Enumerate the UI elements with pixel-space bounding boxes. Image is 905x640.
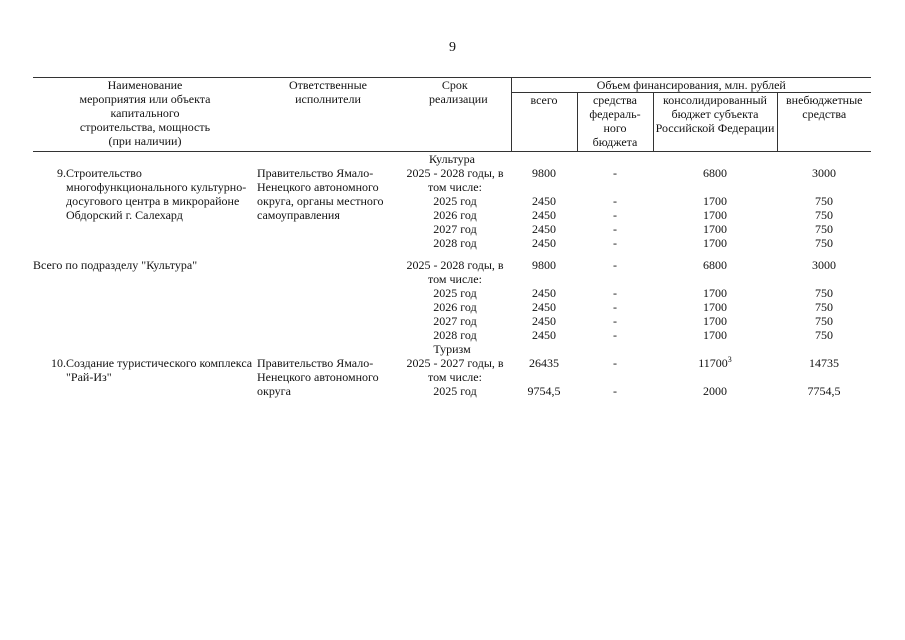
extrabudget-value: 750 bbox=[815, 300, 833, 314]
term-cell: 2025 год bbox=[433, 286, 477, 300]
regional-value: 1700 bbox=[703, 314, 727, 328]
total-value: 2450 bbox=[532, 328, 556, 342]
extrabudget-value: 3000 bbox=[812, 258, 836, 272]
regional-value: 6800 bbox=[703, 258, 727, 272]
header-name-col: Наименование мероприятия или объекта капитального строительства, мощность (при наличии) bbox=[33, 78, 257, 152]
regional-value: 1700 bbox=[703, 286, 727, 300]
federal-value: - bbox=[613, 384, 617, 398]
term-cell: 2025 - 2028 годы, в том числе: bbox=[406, 166, 504, 194]
item-name: Строительство многофункционального культурно-досугового центра в микрорайоне Обдорский г. Салехард bbox=[66, 166, 247, 222]
regional-value: 6800 bbox=[703, 166, 727, 180]
total-value: 2450 bbox=[532, 236, 556, 250]
total-value: 9754,5 bbox=[527, 384, 561, 398]
federal-value: - bbox=[613, 222, 617, 236]
extrabudget-value: 750 bbox=[815, 314, 833, 328]
header-regional-col: консолидированный бюджет субъекта Российской Федерации bbox=[653, 93, 777, 152]
total-value: 2450 bbox=[532, 222, 556, 236]
federal-value: - bbox=[613, 208, 617, 222]
extrabudget-value: 7754,5 bbox=[807, 384, 841, 398]
summary-label: Всего по подразделу "Культура" bbox=[33, 258, 198, 272]
extrabudget-value: 750 bbox=[815, 236, 833, 250]
term-cell: 2025 - 2027 годы, в том числе: bbox=[406, 356, 504, 384]
extrabudget-value: 750 bbox=[815, 286, 833, 300]
total-value: 2450 bbox=[532, 300, 556, 314]
total-value: 2450 bbox=[532, 314, 556, 328]
extrabudget-value: 3000 bbox=[812, 166, 836, 180]
regional-value: 1700 bbox=[703, 236, 727, 250]
federal-value: - bbox=[613, 356, 617, 370]
federal-value: - bbox=[613, 286, 617, 300]
regional-value: 1700 bbox=[703, 208, 727, 222]
extrabudget-value: 750 bbox=[815, 222, 833, 236]
table-row bbox=[33, 166, 871, 194]
header-responsible-col: Ответственные исполнители bbox=[257, 78, 399, 152]
federal-value: - bbox=[613, 236, 617, 250]
total-value: 2450 bbox=[532, 194, 556, 208]
header-financing-title: Объем финансирования, млн. рублей bbox=[511, 78, 871, 93]
term-cell: 2026 год bbox=[433, 208, 477, 222]
section-heading-row bbox=[33, 152, 871, 167]
footnote-marker: 3 bbox=[727, 355, 732, 364]
extrabudget-value: 750 bbox=[815, 208, 833, 222]
item-responsible: Правительство Ямало-Ненецкого автономного округа bbox=[257, 356, 379, 398]
header-total-col: всего bbox=[511, 93, 577, 152]
financing-table bbox=[33, 77, 871, 398]
federal-value: - bbox=[613, 258, 617, 272]
federal-value: - bbox=[613, 314, 617, 328]
term-cell: 2028 год bbox=[433, 328, 477, 342]
federal-value: - bbox=[613, 166, 617, 180]
term-cell: 2026 год bbox=[433, 300, 477, 314]
item-number: 10. bbox=[51, 356, 66, 370]
regional-value: 2000 bbox=[703, 384, 727, 398]
regional-value: 1700 bbox=[703, 194, 727, 208]
total-value: 2450 bbox=[532, 286, 556, 300]
item-number: 9. bbox=[57, 166, 66, 180]
table-body bbox=[33, 152, 871, 399]
term-cell: 2025 год bbox=[433, 194, 477, 208]
regional-value: 1700 bbox=[703, 300, 727, 314]
total-value: 9800 bbox=[532, 258, 556, 272]
header-term-col: Срок реализации bbox=[399, 78, 511, 152]
total-value: 2450 bbox=[532, 208, 556, 222]
summary-row bbox=[33, 258, 871, 286]
section-title: Культура bbox=[429, 152, 475, 166]
spacer-row bbox=[33, 250, 871, 258]
term-cell: 2028 год bbox=[433, 236, 477, 250]
term-cell: 2025 год bbox=[433, 384, 477, 398]
section-heading-row bbox=[33, 342, 871, 356]
extrabudget-value: 14735 bbox=[809, 356, 839, 370]
regional-value: 1700 bbox=[703, 222, 727, 236]
term-cell: 2027 год bbox=[433, 222, 477, 236]
item-name: Создание туристического комплекса "Рай-Из" bbox=[66, 356, 253, 384]
spacer-cell bbox=[33, 250, 871, 258]
term-cell: 2025 - 2028 годы, в том числе: bbox=[406, 258, 504, 286]
total-value: 26435 bbox=[529, 356, 559, 370]
regional-value: 1700 bbox=[703, 328, 727, 342]
table-header bbox=[33, 78, 871, 152]
section-title: Туризм bbox=[433, 342, 471, 356]
page-number: 9 bbox=[449, 40, 456, 55]
table-row bbox=[33, 356, 871, 384]
federal-value: - bbox=[613, 194, 617, 208]
total-value: 9800 bbox=[532, 166, 556, 180]
federal-value: - bbox=[613, 300, 617, 314]
item-responsible: Правительство Ямало-Ненецкого автономного округа, органы местного самоуправления bbox=[257, 166, 384, 222]
extrabudget-value: 750 bbox=[815, 194, 833, 208]
term-cell: 2027 год bbox=[433, 314, 477, 328]
header-extrabudget-col: внебюджетные средства bbox=[777, 93, 871, 152]
header-federal-col: средства федераль-ного бюджета bbox=[577, 93, 653, 152]
regional-value: 11700$^3$ bbox=[698, 355, 732, 370]
federal-value: - bbox=[613, 328, 617, 342]
extrabudget-value: 750 bbox=[815, 328, 833, 342]
